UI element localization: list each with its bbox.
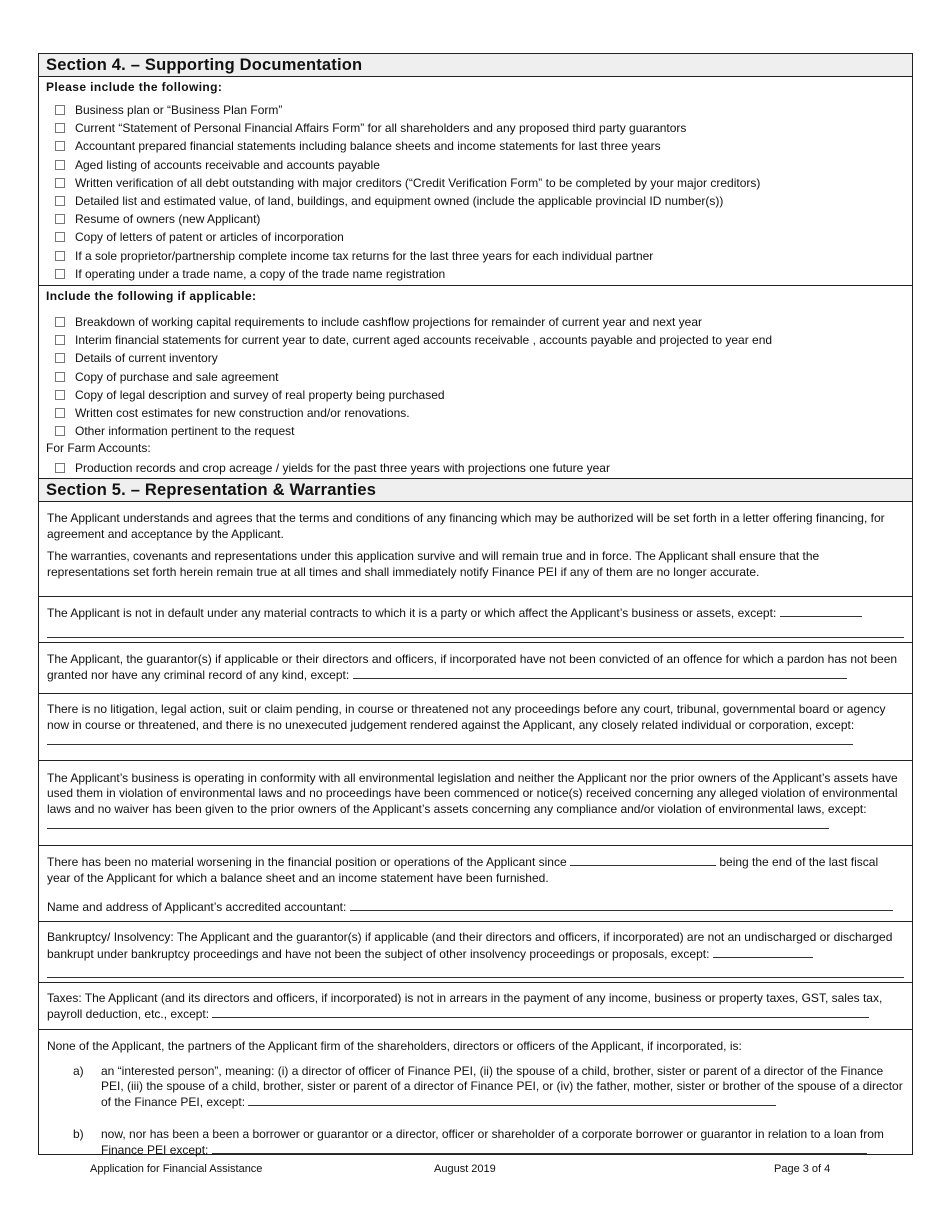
accountant-field[interactable]	[350, 899, 893, 911]
taxes-clause: Taxes: The Applicant (and its directors and officers, if incorporated) is not in arrears in the payment of any income, business or property taxes, GST, sales tax, payroll deduction, etc., except:	[39, 983, 912, 1031]
form-frame	[38, 53, 913, 1155]
required-doc-item[interactable]: Written verification of all debt outstanding with major creditors (“Credit Verification Form” to be completed by your major creditors)	[55, 174, 912, 192]
conviction-clause: The Applicant, the guarantor(s) if applicable or their directors and officers, if incorporated have not been convicted of an offence for which a pardon has not been granted nor have any criminal record of any kind, except:	[39, 643, 912, 695]
optional-doc-item[interactable]: Interim financial statements for current year to date, current aged accounts receivable , accounts payable and projected to year end	[55, 331, 912, 349]
optional-doc-item[interactable]: Breakdown of working capital requirements to include cashflow projections for remainder of current year and next year	[55, 313, 912, 331]
interested-person-clause: None of the Applicant, the partners of the Applicant firm of the shareholders, directors or officers of the Applicant, if incorporated, is: a) an “interested person”, meaning: (i) a director of officer of Finance PEI, (ii) the spouse of a child, brother, sister or parent of a director of the Finance PEI, (iii) the spouse of a child, brother, sister or parent of a director of Finance PEI, or (iv) the father, mother, sister or brother of the spouse of a director of the Finance PEI, except: b) now, nor has been a been a borrower or guarantor or a director, officer or shareholder of a corporate borrower or guarantor in relation to a loan from Finance PEI except:	[47, 1039, 903, 1157]
checkbox[interactable]	[55, 105, 65, 115]
required-docs-list	[39, 97, 912, 283]
optional-doc-item[interactable]: Other information pertinent to the request	[55, 422, 912, 440]
checkbox[interactable]	[55, 251, 65, 261]
fiscal-date-field[interactable]	[570, 854, 716, 866]
footer-doc-title: Application for Financial Assistance	[90, 1163, 263, 1175]
footer-date: August 2019	[434, 1163, 496, 1175]
checkbox[interactable]	[55, 141, 65, 151]
checkbox[interactable]	[55, 317, 65, 327]
checkbox[interactable]	[55, 214, 65, 224]
intro-para-2: The warranties, covenants and representations under this application survive and will remain true and in force. The Applicant shall ensure that the representations set forth herein remain true at all times and shall immediately notify Finance PEI if any of them are no longer accurate.	[47, 549, 820, 579]
footer-page-number: Page 3 of 4	[774, 1163, 831, 1175]
farm-docs-list	[39, 458, 912, 477]
intro-block	[39, 502, 912, 597]
checkbox[interactable]	[55, 269, 65, 279]
litigation-clause: There is no litigation, legal action, suit or claim pending, in course or threatened not any proceedings before any court, tribunal, governmental board or agency now in course or threatened, and there is no unexecuted judgement rendered against the Applicant, any closely related individual or corporation, except:	[39, 694, 912, 761]
checkbox[interactable]	[55, 335, 65, 345]
conviction-except-field[interactable]	[353, 667, 847, 679]
required-doc-item[interactable]: Aged listing of accounts receivable and accounts payable	[55, 156, 912, 174]
if-applicable-label: Include the following if applicable:	[46, 288, 257, 303]
interested-person-except-field[interactable]	[248, 1094, 776, 1106]
checkbox[interactable]	[55, 232, 65, 242]
clause-b: b) now, nor has been a been a borrower or guarantor or a director, officer or shareholder of a corporate borrower or guarantor in relation to a loan from Finance PEI except:	[73, 1126, 884, 1157]
optional-docs-list	[39, 306, 912, 440]
checkbox[interactable]	[55, 353, 65, 363]
default-except-field[interactable]	[780, 605, 862, 617]
checkbox[interactable]	[55, 390, 65, 400]
bankruptcy-clause: Bankruptcy/ Insolvency: The Applicant and the guarantor(s) if applicable (and their directors and officers, if incorporated) are not an undischarged or discharged bankrupt under bankruptcy proceedings and have not been the subject of other insolvency proceedings or proposals, except:	[39, 922, 912, 983]
checkbox[interactable]	[55, 178, 65, 188]
farm-doc-item[interactable]: Production records and crop acreage / yields for the past three years with projections one future year	[55, 459, 912, 477]
section5-title: Section 5. – Representation & Warranties	[39, 479, 912, 502]
section4-title: Section 4. – Supporting Documentation	[39, 54, 912, 77]
checkbox[interactable]	[55, 123, 65, 133]
required-doc-item[interactable]: Detailed list and estimated value, of land, buildings, and equipment owned (include the applicable provincial ID number(s))	[55, 192, 912, 210]
intro-para-1: The Applicant understands and agrees that the terms and conditions of any financing which may be authorized will be set forth in a letter offering financing, for agreement and acceptance by the Applicant.	[47, 511, 885, 541]
checkbox[interactable]	[55, 408, 65, 418]
required-doc-item[interactable]: Current “Statement of Personal Financial Affairs Form” for all shareholders and any proposed third party guarantors	[55, 119, 912, 137]
bankruptcy-except-field[interactable]	[713, 946, 813, 958]
default-except-line[interactable]	[47, 624, 904, 638]
checkbox[interactable]	[55, 372, 65, 382]
environment-clause: The Applicant’s business is operating in conformity with all environmental legislation and neither the Applicant nor the prior owners of the Applicant’s assets have used them in violation of environmental laws and no proceedings have been commenced or notice(s) received concerning any alleged violation of environmental laws and no waiver has been given to the prior owners of the Applicant’s assets concerning any compliance and/or violation of environmental laws, except:	[39, 761, 912, 846]
default-clause: The Applicant is not in default under any material contracts to which it is a party or which affect the Applicant’s business or assets, except:	[39, 597, 912, 642]
litigation-except-field[interactable]	[47, 733, 853, 745]
required-doc-item[interactable]: If operating under a trade name, a copy of the trade name registration	[55, 265, 912, 283]
bankruptcy-except-line[interactable]	[47, 964, 904, 978]
include-label: Please include the following:	[46, 80, 223, 94]
worsening-clause: There has been no material worsening in the financial position or operations of the Applicant since being the end of the last fiscal year of the Applicant for which a balance sheet and an income statement have been furnished. Name and address of Applicant’s accredited accountant:	[39, 846, 912, 922]
environment-except-field[interactable]	[47, 817, 829, 829]
checkbox[interactable]	[55, 196, 65, 206]
required-doc-item[interactable]: Business plan or “Business Plan Form”	[55, 101, 912, 119]
required-doc-item[interactable]: Accountant prepared financial statements including balance sheets and income statements for last three years	[55, 137, 912, 155]
checkbox[interactable]	[55, 463, 65, 473]
taxes-except-field[interactable]	[212, 1006, 869, 1018]
optional-doc-item[interactable]: Copy of purchase and sale agreement	[55, 367, 912, 385]
required-doc-item[interactable]: Resume of owners (new Applicant)	[55, 210, 912, 228]
optional-doc-item[interactable]: Details of current inventory	[55, 349, 912, 367]
checkbox[interactable]	[55, 160, 65, 170]
optional-doc-item[interactable]: Copy of legal description and survey of real property being purchased	[55, 386, 912, 404]
borrower-except-field[interactable]	[212, 1142, 867, 1154]
optional-doc-item[interactable]: Written cost estimates for new construction and/or renovations.	[55, 404, 912, 422]
required-doc-item[interactable]: If a sole proprietor/partnership complete income tax returns for the last three years for each individual partner	[55, 247, 912, 265]
farm-accounts-label: For Farm Accounts:	[46, 441, 151, 456]
required-doc-item[interactable]: Copy of letters of patent or articles of incorporation	[55, 228, 912, 246]
checkbox[interactable]	[55, 426, 65, 436]
clause-a: a) an “interested person”, meaning: (i) a director of officer of Finance PEI, (ii) the spouse of a child, brother, sister or parent of a director of the Finance PEI, (iii) the spouse of a child, brother, sister or parent of a director of Finance PEI, or (iv) the father, mother, sister or brother of the spouse of a director of the Finance PEI, except:	[73, 1063, 903, 1110]
